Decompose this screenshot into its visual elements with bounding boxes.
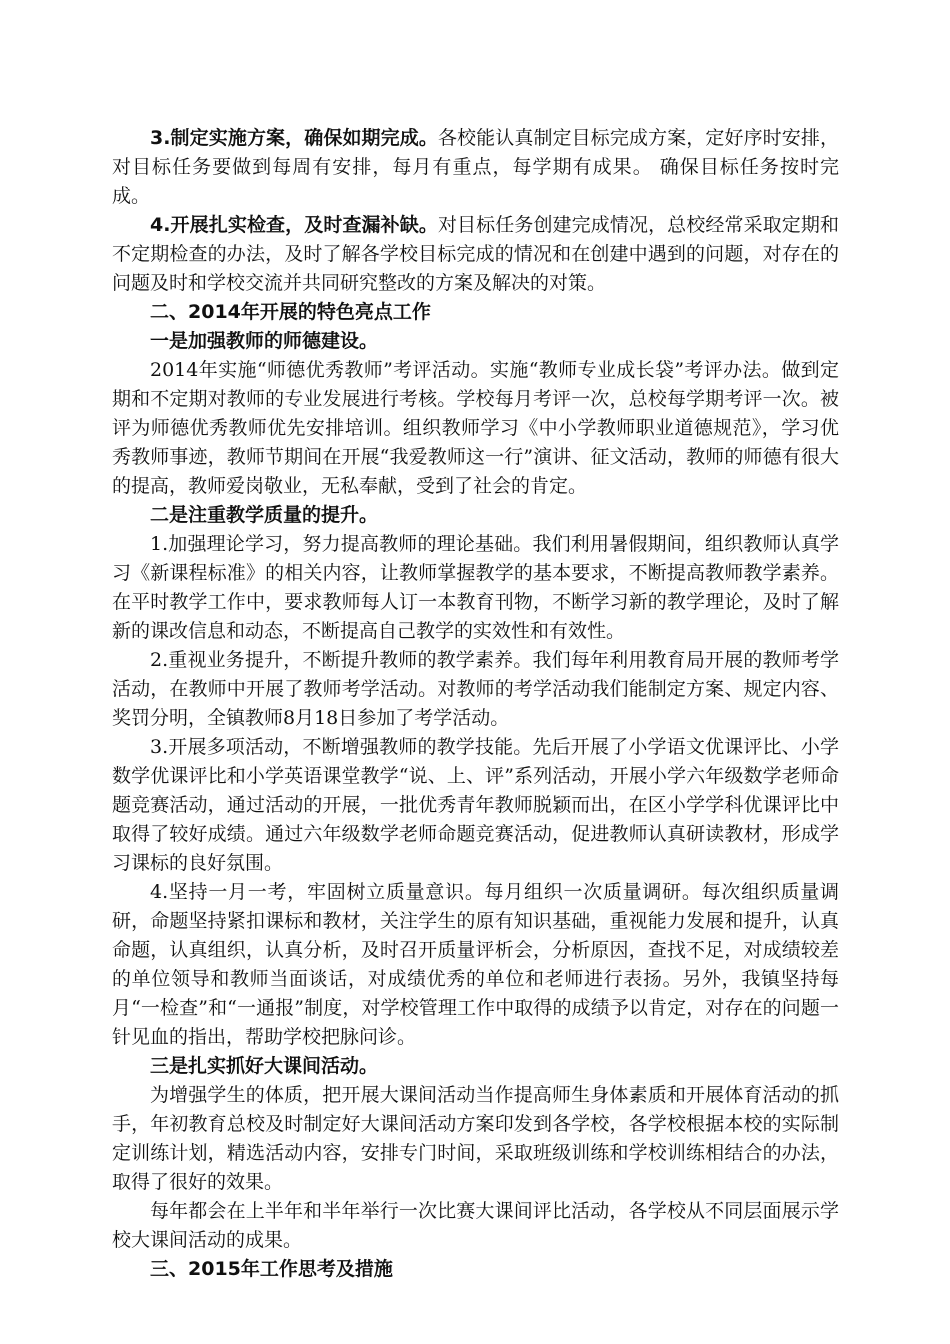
paragraph-quality-1: 1.加强理论学习，努力提高教师的理论基础。我们利用暑假期间，组织教师认真学习《新课程标准》的相关内容，让教师掌握教学的基本要求，不断提高教师教学素养。在平时教学工作中，要求教师每人订一本教育刊物，不断学习新的教学理论，及时了解新的课改信息和动态，不断提高自己教学的实效性和有效性。 bbox=[112, 533, 839, 642]
paragraph-quality-2: 2.重视业务提升，不断提升教师的教学素养。我们每年利用教育局开展的教师考学活动，在教师中开展了教师考学活动。对教师的考学活动我们能制定方案、规定内容、奖罚分明，全镇教师8月18日参加了考学活动。 bbox=[112, 649, 839, 729]
paragraph-plan bbox=[112, 124, 839, 211]
paragraph-lead: 4.开展扎实检查，及时查漏补缺。 bbox=[150, 214, 438, 236]
subheading-ethics: 一是加强教师的师德建设。 bbox=[150, 330, 379, 352]
section-heading-2015: 三、2015年工作思考及措施 bbox=[150, 1258, 393, 1280]
paragraph-recess-2: 每年都会在上半年和半年举行一次比赛大课间评比活动，各学校从不同层面展示学校大课间活动的成果。 bbox=[112, 1200, 839, 1251]
section-heading-2014: 二、2014年开展的特色亮点工作 bbox=[150, 301, 431, 323]
paragraph-quality-4: 4.坚持一月一考，牢固树立质量意识。每月组织一次质量调研。每次组织质量调研，命题坚持紧扣课标和教材，关注学生的原有知识基础，重视能力发展和提升，认真命题，认真组织，认真分析，及时召开质量评析会，分析原因，查找不足，对成绩较差的单位领导和教师当面谈话，对成绩优秀的单位和老师进行表扬。另外，我镇坚持每月“一检查”和“一通报”制度，对学校管理工作中取得的成绩予以肯定，对存在的问题一针见血的指出，帮助学校把脉问诊。 bbox=[112, 881, 839, 1048]
document-body bbox=[112, 124, 839, 1284]
subheading-quality: 二是注重教学质量的提升。 bbox=[150, 504, 379, 526]
paragraph-recess-1: 为增强学生的体质，把开展大课间活动当作提高师生身体素质和开展体育活动的抓手，年初教育总校及时制定好大课间活动方案印发到各学校，各学校根据本校的实际制定训练计划，精选活动内容，安排专门时间，采取班级训练和学校训练相结合的办法，取得了很好的效果。 bbox=[112, 1084, 839, 1193]
paragraph-lead: 3.制定实施方案，确保如期完成。 bbox=[150, 127, 438, 149]
paragraph-text: 对目标任务创建完成情况，总校经常采取定期和不定期检查的办法，及时了解各学校目标完成的情况和在创建中遇到的问题，对存在的问题及时和学校交流并共同研究整改的方案及解决的对策。 bbox=[112, 214, 839, 294]
paragraph-inspection bbox=[112, 211, 839, 298]
paragraph-quality-3: 3.开展多项活动，不断增强教师的教学技能。先后开展了小学语文优课评比、小学数学优课评比和小学英语课堂教学“说、上、评”系列活动，开展小学六年级数学老师命题竞赛活动，通过活动的开展，一批优秀青年教师脱颖而出，在区小学学科优课评比中取得了较好成绩。通过六年级数学老师命题竞赛活动，促进教师认真研读教材，形成学习课标的良好氛围。 bbox=[112, 736, 839, 874]
subheading-recess: 三是扎实抓好大课间活动。 bbox=[150, 1055, 379, 1077]
paragraph-text: 各校能认真制定目标完成方案，定好序时安排，对目标任务要做到每周有安排，每月有重点，每学期有成果。 确保目标任务按时完成。 bbox=[112, 127, 839, 207]
paragraph-ethics: 2014年实施“师德优秀教师”考评活动。实施“教师专业成长袋”考评办法。做到定期和不定期对教师的专业发展进行考核。学校每月考评一次，总校每学期考评一次。被评为师德优秀教师优先安排培训。组织教师学习《中小学教师职业道德规范》，学习优秀教师事迹，教师节期间在开展“我爱教师这一行”演讲、征文活动，教师的师德有很大的提高，教师爱岗敬业，无私奉献，受到了社会的肯定。 bbox=[112, 359, 839, 497]
